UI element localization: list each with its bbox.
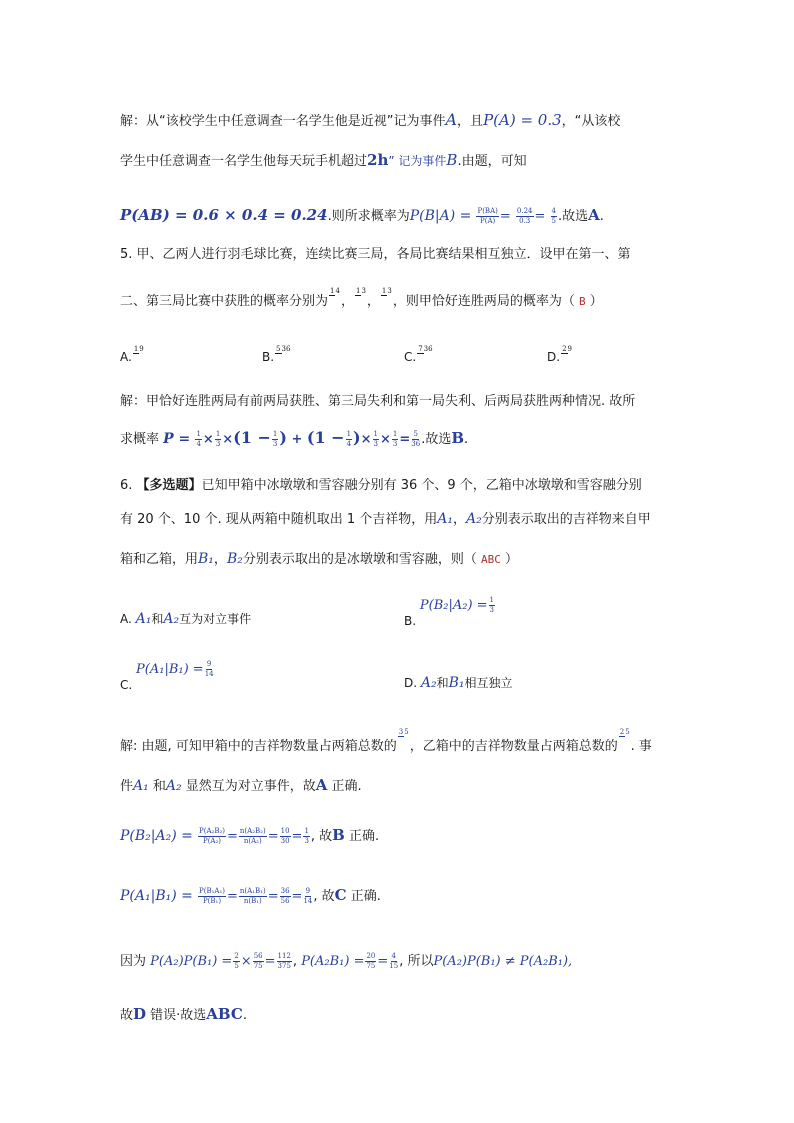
fraction: $\frac{1}{4}$: [196, 430, 201, 448]
text: ，且: [457, 114, 484, 129]
text: 学生中任意调查一名学生他每天玩手机超过: [120, 154, 368, 169]
fraction: $\frac{9}{14}$: [303, 887, 313, 905]
fraction: $\frac{\text{n(A₁B₁)}}{\text{n(B₁)}}$: [239, 887, 266, 905]
fraction: 35: [398, 728, 409, 736]
option-D: D. A₂和B₁相互独立: [404, 675, 513, 691]
text: 已知甲箱中冰墩墩和雪容融分别有 36 个、9 个，乙箱中冰墩墩和雪容融分别: [201, 478, 642, 493]
fraction: $\frac{\text{P(A₂B₂)}}{\text{P(A₂)}}$: [199, 827, 225, 845]
text: .故选: [421, 432, 452, 447]
math-B1: B₁: [198, 551, 214, 567]
solution-4-line-3: [120, 205, 604, 226]
math-A2: A₂: [466, 511, 482, 527]
text: ，乙箱中的吉祥物数量占两箱总数的: [409, 739, 618, 754]
fraction: 19: [133, 345, 144, 353]
question-5-text: 5. 甲、乙两人进行羽毛球比赛，连续比赛三局，各局比赛结果相互独立．设甲在第一、第: [120, 247, 631, 262]
solution-5-line-1: [120, 390, 635, 409]
fraction: $\frac{56}{75}$: [253, 952, 263, 970]
fraction: $\frac{36}{56}$: [280, 887, 290, 905]
answer-B: B: [451, 429, 465, 447]
text: .由题，可知: [457, 154, 527, 169]
fraction: $\frac{10}{30}$: [280, 827, 290, 845]
option-B: B. P(B₂|A₂) = $\frac{1}{3}$: [404, 596, 495, 628]
option-B: B.536: [262, 345, 291, 364]
answer-ABC: ABC: [206, 1005, 243, 1023]
multi-select-tag: 【多选题】: [136, 478, 202, 493]
solution-6-line-4: P(A₁|B₁) = $\frac{\text{P(B₁A₁)}}{\text{P(B₁)}}$ = $\frac{\text{n(A₁B₁)}}{\text{n(B₁)}}$ = $\frac{36}{56}$ = $\frac{9}{14}$ , 故C 正确.: [120, 886, 381, 905]
fraction: 25: [619, 728, 630, 736]
text: 有 20 个、10 个. 现从两箱中随机取出 1 个吉祥物，用: [120, 512, 438, 527]
fraction: $\frac{9}{14}$: [204, 660, 214, 678]
solution-6-line-6: 故D 错误·故选ABC.: [120, 1005, 247, 1023]
fraction: 13: [381, 287, 392, 295]
text: .则所求概率为: [327, 209, 410, 224]
math-P-B-given-A: P(B|A) =: [409, 208, 472, 224]
math-P-AB: P(AB) = 0.6 × 0.4 = 0.24: [120, 206, 328, 224]
text: 因为: [120, 954, 147, 969]
solution-6-line-2: 件A₁ 和A₂ 显然互为对立事件，故A 正确.: [120, 776, 362, 794]
text: .: [599, 209, 604, 224]
fraction: 13: [355, 287, 366, 295]
answer-B: B: [332, 826, 345, 844]
fraction: 736: [418, 345, 433, 353]
text: 箱和乙箱，用: [120, 552, 199, 567]
fraction: $\frac{20}{75}$: [366, 952, 376, 970]
text: 解：甲恰好连胜两局有前两局获胜、第三局失利和第一局失利、后两局获胜两种情况. 故所: [120, 394, 636, 409]
fraction: $\frac{1}{4}$: [346, 430, 352, 448]
question-5-line-2: 二、第三局比赛中获胜的概率分别为14，13，13，则甲恰好连胜两局的概率为（ B ）: [120, 287, 603, 309]
text: ” 记为事件: [388, 154, 447, 168]
math-event-A: A: [445, 110, 458, 129]
text: .故选: [558, 209, 589, 224]
answer-badge: ABC: [481, 553, 501, 566]
fraction: $\frac{\text{P(B₁A₁)}}{\text{P(B₁)}}$: [199, 887, 225, 905]
fraction: 14: [330, 287, 340, 295]
fraction: $\frac{1}{3}$: [392, 430, 398, 448]
math-B2: B₂: [226, 551, 243, 567]
math-A1: A₁: [437, 511, 454, 527]
solution-4-line-1: [120, 110, 620, 129]
question-6-line-2: 有 20 个、10 个. 现从两箱中随机取出 1 个吉祥物，用A₁，A₂分别表示取出的吉祥物来自甲: [120, 511, 651, 527]
solution-4-line-2: [120, 150, 527, 169]
equals: =: [499, 209, 511, 224]
text: 求概率: [120, 432, 160, 447]
text: 解：从“该校学生中任意调查一名学生他是近视”记为事件: [120, 114, 446, 129]
fraction: 536: [276, 345, 291, 353]
fraction: $\frac{1}{3}$: [373, 430, 378, 448]
answer-A: A: [588, 206, 600, 224]
option-C: C.736: [404, 345, 433, 364]
fraction: $\frac{1}{3}$: [489, 596, 495, 614]
solution-6-line-3: P(B₂|A₂) = $\frac{\text{P(A₂B₂)}}{\text{P(A₂)}}$ = $\frac{\text{n(A₂B₂)}}{\text{n(A₂)}}$ = $\frac{10}{30}$ = $\frac{1}{3}$ , 故B 正确.: [120, 826, 380, 845]
fraction: $\frac{1}{3}$: [272, 430, 278, 448]
text: ，“从该校: [561, 114, 621, 129]
option-C: C. P(A₁|B₁) = $\frac{9}{14}$: [120, 660, 214, 692]
text: ，则甲恰好连胜两局的概率为（: [392, 294, 575, 309]
solution-6-line-5: 因为 P(A₂)P(B₁) = $\frac{2}{5}$ × $\frac{56}{75}$ = $\frac{112}{375}$ , P(A₂B₁) = $\frac{20}{75}$ = $\frac{4}{15}$ , 所以P(A₂)P(B₁) ≠ P(A₂B₁),: [120, 952, 573, 970]
answer-C: C: [334, 886, 347, 904]
equals: =: [534, 209, 546, 224]
option-D: D.29: [547, 345, 572, 364]
fraction: $\frac{0.24}{0.3}$: [516, 207, 533, 225]
fraction: $\frac{P(BA)}{P(A)}$: [477, 207, 498, 225]
fraction: $\frac{112}{375}$: [277, 952, 291, 970]
question-5-line-1: [120, 243, 631, 262]
fraction: 29: [562, 345, 572, 353]
answer-A: A: [315, 776, 328, 794]
math-P: P =: [163, 431, 191, 447]
fraction: $\frac{\text{n(A₂B₂)}}{\text{n(A₂)}}$: [239, 827, 266, 845]
math-event-B: B: [446, 151, 458, 169]
option-A: A. A₁和A₂互为对立事件: [120, 611, 252, 627]
text: 二、第三局比赛中获胜的概率分别为: [120, 294, 329, 309]
answer-badge: B: [579, 295, 586, 308]
math-2h: 2h: [367, 151, 389, 169]
fraction: $\frac{1}{3}$: [215, 430, 221, 448]
option-A: A.19: [120, 345, 144, 364]
question-6-line-3: 箱和乙箱，用B₁，B₂分别表示取出的是冰墩墩和雪容融，则（ ABC ）: [120, 551, 519, 567]
fraction: $\frac{1}{3}$: [304, 827, 309, 845]
text: 分别表示取出的是冰墩墩和雪容融，则（: [242, 552, 477, 567]
text: 分别表示取出的吉祥物来自甲: [481, 512, 651, 527]
fraction: $\frac{4}{15}$: [389, 952, 399, 970]
solution-6-line-1: 解: 由题, 可知甲箱中的吉祥物数量占两箱总数的35，乙箱中的吉祥物数量占两箱总数的25. 事: [120, 728, 652, 754]
fraction: $\frac{5}{36}$: [411, 430, 421, 448]
question-6-line-1: 6. 【多选题】已知甲箱中冰墩墩和雪容融分别有 36 个、9 个，乙箱中冰墩墩和雪容融分别: [120, 478, 642, 493]
solution-5-line-2: 求概率 P = $\frac{1}{4}$ × $\frac{1}{3}$ ×(1 − $\frac{1}{3}$ ) + (1 − $\frac{1}{4}$ )× $\frac{1}{3}$ × $\frac{1}{3}$ = $\frac{5}{36}$ .故选B.: [120, 428, 469, 448]
math-probability: P(A) = 0.3: [483, 111, 562, 129]
text: 解: 由题, 可知甲箱中的吉祥物数量占两箱总数的: [120, 739, 397, 754]
fraction: $\frac{4}{5}$: [551, 207, 557, 225]
fraction: $\frac{2}{5}$: [234, 952, 239, 970]
answer-D: D: [133, 1005, 147, 1023]
